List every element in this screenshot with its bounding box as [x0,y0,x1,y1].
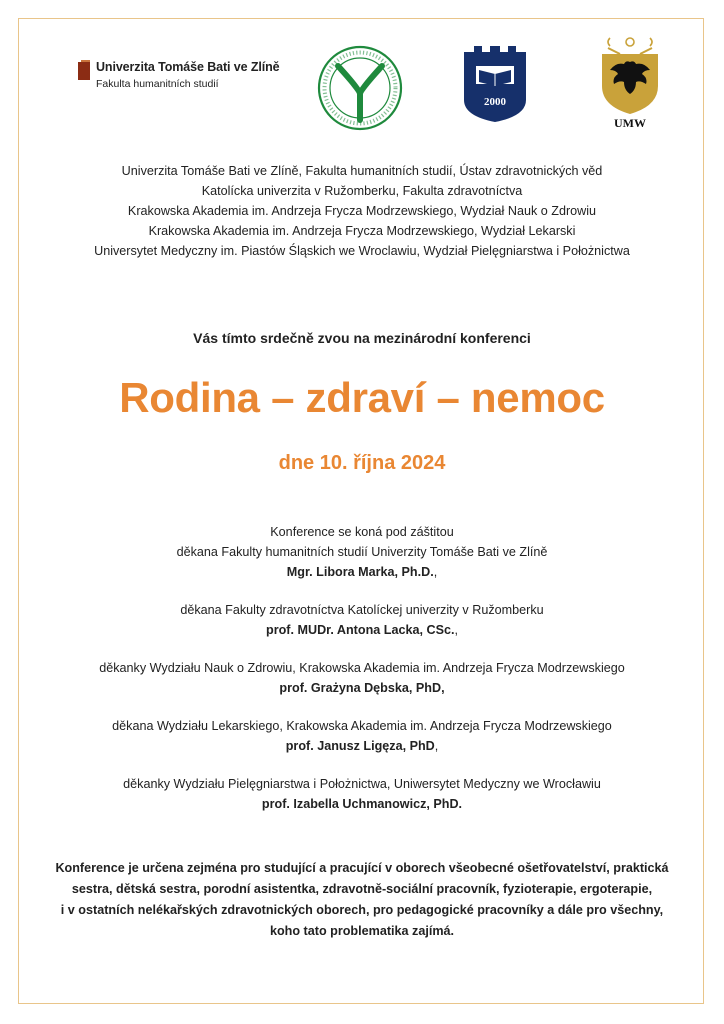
umw-logo [598,36,662,132]
logo-row [0,36,724,136]
patron-name-suffix: , [454,623,458,637]
umw-eagle-crest-icon [598,36,662,116]
audience-line: sestra, dětská sestra, porodní asistentka, zdravotně-sociální pracovník, fyzioterapie, ergoterapie, [71,882,653,896]
patronage-intro: Konference se koná pod záštitou [270,525,454,539]
patron-name-suffix: , [433,565,438,579]
organizing-institutions [0,161,724,261]
patron-name: prof. Grażyna Dębska, PhD, [279,681,445,695]
audience-line: Konference je určena zejména pro studující a pracující v oborech všeobecné ošetřovatelství, praktická [55,861,669,875]
patron-name: prof. Janusz Ligęza, PhD [285,739,435,753]
invitation-text: Vás tímto srdečně zvou na mezinárodní konferenci [193,330,531,346]
krakowska-akademia-castle-icon [462,42,528,124]
patron-role: děkanky Wydziału Pielęgniarstwa i Położnictwa, Uniwersytet Medyczny we Wrocławiu [123,777,601,791]
utb-logo-name: Univerzita Tomáše Bati ve Zlíně [96,60,280,74]
audience-statement [0,858,724,942]
utb-mark-icon [78,62,90,80]
patron-name-suffix: , [434,739,439,753]
conference-date: dne 10. října 2024 [278,452,446,474]
institution-line: Katolícka univerzita v Ružomberku, Fakulta zdravotníctva [201,184,523,198]
kaaf-year: 2000 [484,96,506,108]
patron-role: děkana Wydziału Lekarskiego, Krakowska Akademia im. Andrzeja Frycza Modrzewskiego [112,719,612,733]
patronage-section [0,522,724,814]
institution-line: Universytet Medyczny im. Piastów Śląskich we Wroclawiu, Wydział Pielęgniarstwa i Położnictwa [94,244,630,258]
patron-name: prof. MUDr. Antona Lacka, CSc. [266,623,455,637]
conference-title: Rodina – zdraví – nemoc [119,374,605,421]
patron-name: prof. Izabella Uchmanowicz, PhD. [261,797,463,811]
institution-line: Krakowska Akademia im. Andrzeja Frycza Modrzewskiego, Wydział Lekarski [148,224,576,238]
patron-role: děkana Fakulty zdravotníctva Katolíckej univerzity v Ružomberku [180,603,544,617]
patron-role: děkana Fakulty humanitních studií Univerzity Tomáše Bati ve Zlíně [176,545,548,559]
institution-line: Krakowska Akademia im. Andrzeja Frycza Modrzewskiego, Wydział Nauk o Zdrowiu [127,204,597,218]
patron-name: Mgr. Libora Marka, Ph.D. [286,565,434,579]
patron-role: děkanky Wydziału Nauk o Zdrowiu, Krakowska Akademia im. Andrzeja Frycza Modrzewskiego [99,661,625,675]
katolicka-univerzita-seal-icon [316,44,404,132]
audience-line: i v ostatních nelékařských zdravotnických oborech, pro pedagogické pracovníky a dále pro všechny, [60,903,664,917]
institution-line: Univerzita Tomáše Bati ve Zlíně, Fakulta humanitních studií, Ústav zdravotnických věd [121,164,603,178]
umw-logo-label: UMW [614,116,646,130]
audience-line: koho tato problematika zajímá. [269,924,455,938]
utb-logo-faculty: Fakulta humanitních studií [96,78,219,90]
utb-logo [78,60,278,100]
